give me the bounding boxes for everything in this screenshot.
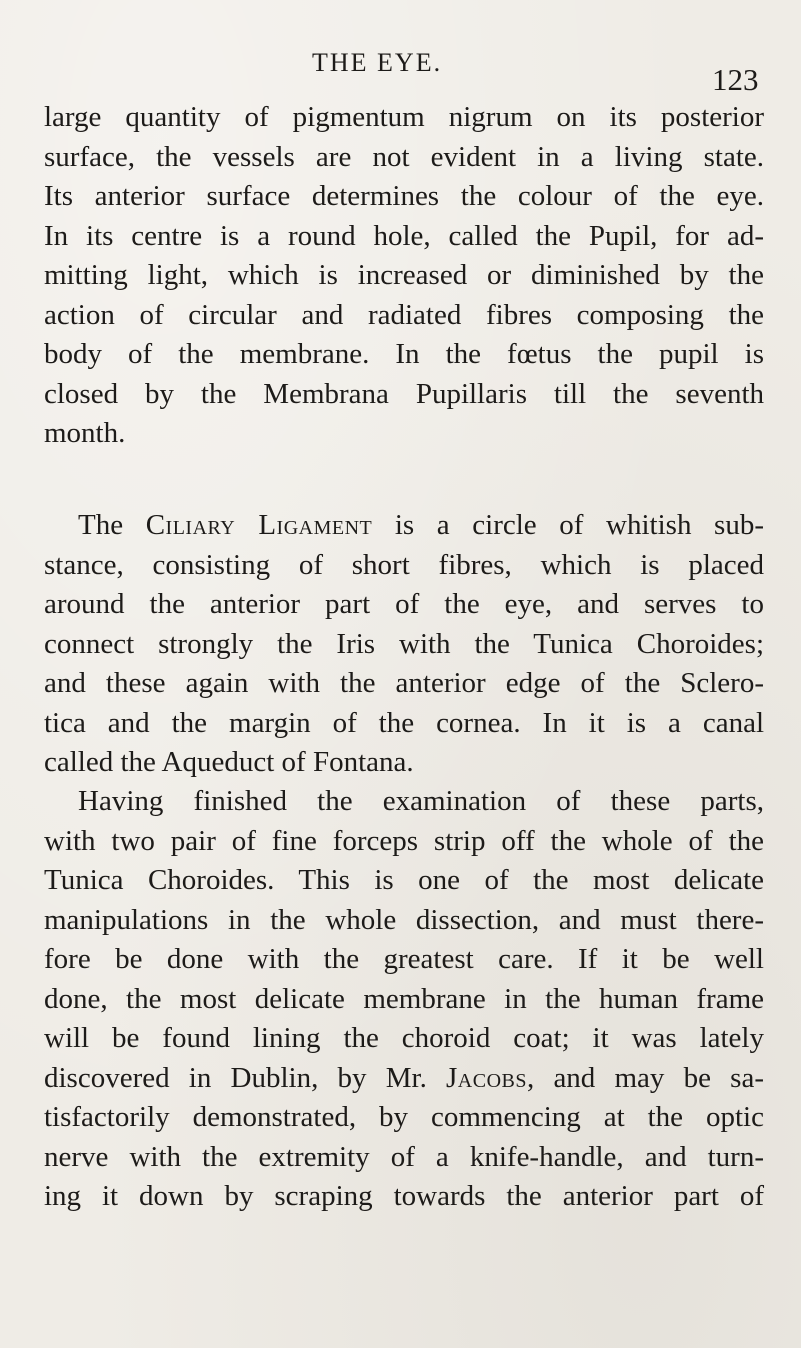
text-line: connect strongly the Iris with the Tunica Choroides; [44,627,764,660]
text-line: action of circular and radiated fibres composing the [44,298,764,331]
text-line: stance, consisting of short fibres, which is placed [44,548,764,581]
text-segment: discovered in Dublin, by Mr. [44,1061,447,1094]
text-line: body of the membrane. In the fœtus the pupil is [44,338,764,370]
text-line: ing it down by scraping towards the anterior part of [44,1180,764,1212]
text-line [44,1059,764,1099]
text-line: nerve with the extremity of a knife-handle, and turn- [44,1140,764,1173]
text-line: closed by the Membrana Pupillaris till the seventh [44,377,764,410]
text-line: manipulations in the whole dissection, and must there- [44,903,764,936]
page-number: 123 [712,62,759,97]
paragraph-2 [44,506,764,783]
small-caps-name: Jacobs [446,1061,527,1094]
running-head: THE EYE. [312,48,443,77]
text-line: Tunica Choroides. This is one of the most delicate [44,864,764,896]
text-segment: , and may be sa- [527,1061,764,1094]
paragraph-1 [44,98,764,454]
text-line: surface, the vessels are not evident in a living state. [44,140,764,173]
text-line: called the Aqueduct of Fontana. [44,746,414,778]
text-line: fore be done with the greatest care. If it be well [44,943,764,975]
text-line: with two pair of fine forceps strip off the whole of the [44,824,764,857]
text-line: around the anterior part of the eye, and serves to [44,588,764,620]
text-line: In its centre is a round hole, called the Pupil, for ad- [44,219,764,252]
text-line: tisfactorily demonstrated, by commencing at the optic [44,1101,764,1133]
text-line: and these again with the anterior edge of the Sclero- [44,667,764,699]
text-line: large quantity of pigmentum nigrum on its posterior [44,101,764,133]
lead-word: The [78,509,124,541]
text-line: Having finished the examination of these parts, [78,785,764,817]
text-line: will be found lining the choroid coat; it was lately [44,1022,764,1054]
text-line [44,506,764,546]
text-line: month. [44,417,126,449]
text-line: mitting light, which is increased or diminished by the [44,259,764,291]
small-caps-term: Ciliary Ligament [145,509,373,541]
paragraph-3 [44,782,764,1217]
text-line-rest: is a circle of whitish sub- [372,509,764,541]
text-line: tica and the margin of the cornea. In it is a canal [44,706,764,739]
text-line: done, the most delicate membrane in the human frame [44,982,764,1015]
text-line: Its anterior surface determines the colour of the eye. [44,180,764,212]
